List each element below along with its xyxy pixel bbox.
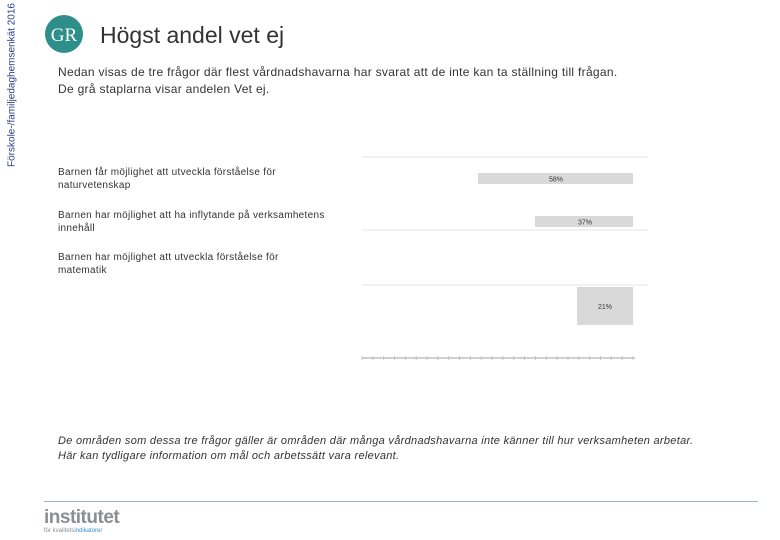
bar-value-label-2: 37% <box>577 219 593 227</box>
bar-value-label-3: 21% <box>597 304 613 311</box>
question-label-1-line-1: Barnen får möjlighet att utveckla förståelse för <box>58 167 276 178</box>
question-label-2-line-1: Barnen har möjlighet att ha inflytande på verksamhetens <box>58 210 325 221</box>
question-label-1-line-2: naturvetenskap <box>58 180 131 191</box>
bar-value-label-1: 58% <box>548 176 564 184</box>
page-title: Högst andel vet ej <box>100 22 285 48</box>
question-label-3-line-2: matematik <box>58 265 107 276</box>
institutet-logo <box>44 508 119 534</box>
question-label-3-line-1: Barnen har möjlighet att utveckla förståelse för <box>58 252 279 263</box>
intro-line-2: De grå staplarna visar andelen Vet ej. <box>58 82 270 96</box>
survey-side-label-text: Förskole-/familjedaghemsenkät 2016 <box>6 3 18 167</box>
question-label-2-line-2: innehåll <box>58 223 95 234</box>
footer-note-line-2: Här kan tydligare information om mål och arbetssätt vara relevant. <box>58 450 400 462</box>
institutet-tagline-prefix: för kvalitets <box>44 528 75 534</box>
footer-note <box>58 434 758 464</box>
institutet-tagline-highlight: indikatorer <box>74 528 103 534</box>
institutet-logo-name: institutet <box>44 507 120 528</box>
footer-note-line-1: De områden som dessa tre frågor gäller är områden där många vårdnadshavarna inte känner till hur verksamheten arbetar. <box>58 435 694 447</box>
institutet-logo-tagline <box>44 528 119 534</box>
footer-divider <box>44 501 758 502</box>
gr-logo-text: GR <box>50 25 78 46</box>
intro-line-1: Nedan visas de tre frågor där flest vårdnadshavarna har svarat att de inte kan ta ställning till frågan. <box>58 65 618 79</box>
